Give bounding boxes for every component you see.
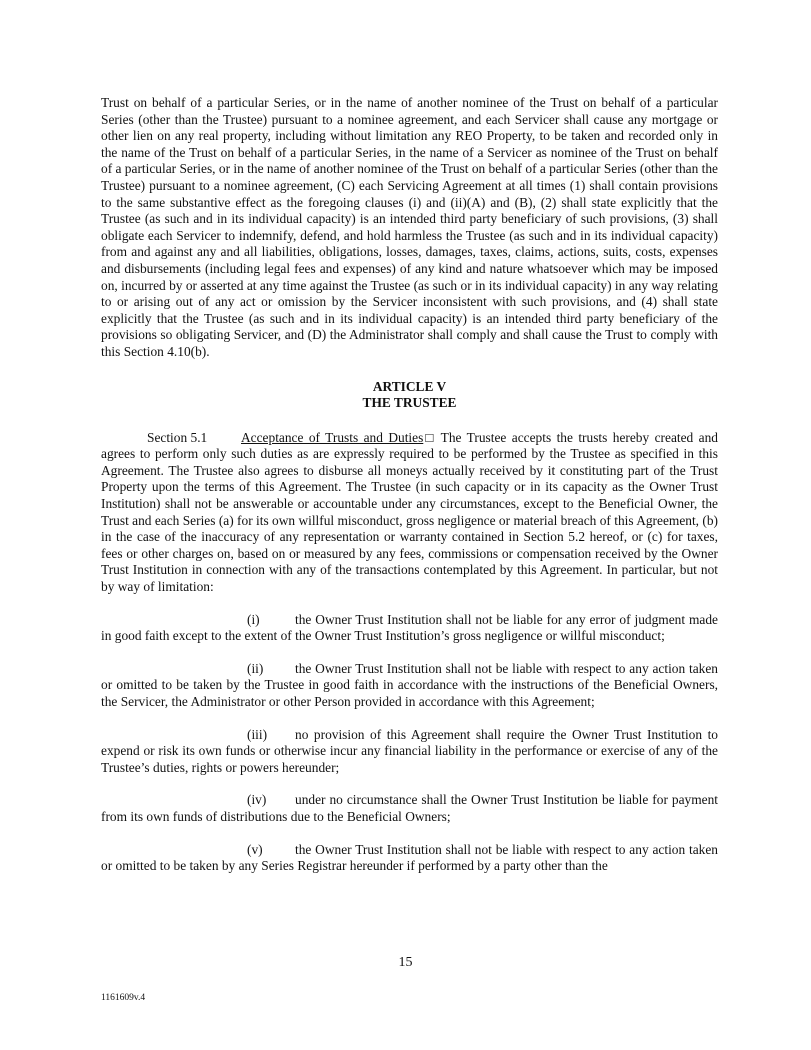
subclause-text: no provision of this Agreement shall require the Owner Trust Institution to expend or risk its own funds or otherwise incur any financial liability in the performance or exercise of any of the Trustee’s duties, rights or powers hereunder;: [101, 726, 718, 775]
document-page: [101, 95, 718, 891]
subclause-i: [101, 612, 718, 645]
subclause-text: the Owner Trust Institution shall not be liable for any error of judgment made in good faith except to the extent of the Owner Trust Institution’s gross negligence or willful misconduct;: [101, 611, 718, 644]
subclause-text: under no circumstance shall the Owner Trust Institution be liable for payment from its own funds of distributions due to the Beneficial Owners;: [101, 792, 718, 824]
article-number: ARTICLE V: [372, 378, 447, 394]
subclause-label: (iv): [247, 792, 267, 808]
section-title: Acceptance of Trusts and Duties: [241, 429, 424, 445]
subclause-text: the Owner Trust Institution shall not be liable with respect to any action taken or omitted to be taken by any Series Registrar hereunder if performed by a party other than the: [101, 841, 718, 874]
subclause-label: (v): [247, 841, 263, 857]
article-heading: [101, 379, 718, 412]
article-title: THE TRUSTEE: [362, 395, 457, 411]
section-number: Section 5.1: [147, 429, 208, 445]
subclause-iv: [101, 792, 718, 825]
document-id: 1161609v.4: [101, 993, 146, 1003]
subclause-ii: [101, 661, 718, 711]
continuation-paragraph: Trust on behalf of a particular Series, or in the name of another nominee of the Trust on behalf of a particular Series (other than the Trustee) pursuant to a nominee agreement, and each Servicer shall cause any mortgage or other lien on any real property, including without limitation any REO Property, to be taken and recorded only in the name of the Trust on behalf of a particular Series, in the name of a Servicer as nominee of the Trust on behalf of a particular Series, or in the name of another nominee of the Trust on behalf of a particular Series (other than the Trustee) pursuant to a nominee agreement, (C) each Servicing Agreement at all times (1) shall contain provisions to the same substantive effect as the foregoing clauses (i) and (ii)(A) and (B), (2) shall state explicitly that the Trustee (as such and in its individual capacity) is an intended third party beneficiary of such provisions, (3) shall obligate each Servicer to indemnify, defend, and hold harmless the Trustee (as such and in its individual capacity) from and against any and all liabilities, obligations, losses, damages, taxes, claims, actions, suits, costs, expenses and disbursements (including legal fees and expenses) of any kind and nature whatsoever which may be imposed on, incurred by or asserted at any time against the Trustee (as such or in its individual capacity) in any way relating to or arising out of any act or omission by the Servicer inconsistent with such provisions, and (4) shall state explicitly that the Trustee (as such and in its individual capacity) is an intended third party beneficiary of the provisions so obligating Servicer, and (D) the Administrator shall comply and shall cause the Trust to comply with this Section 4.10(b).: [101, 95, 718, 359]
subclause-label: (iii): [247, 726, 268, 742]
subclause-v: [101, 842, 718, 875]
subclause-label: (i): [247, 611, 260, 627]
section-body: The Trustee accepts the trusts hereby created and agrees to perform only such duties as are expressly required to be performed by the Trustee as specified in this Agreement. The Trustee also agrees to disburse all moneys actually received by it constituting part of the Trust Property upon the terms of this Agreement. The Trustee (in such capacity or in its capacity as the Owner Trust Institution) shall not be answerable or accountable under any circumstances, except to the Beneficial Owner, the Trust and each Series (a) for its own willful misconduct, gross negligence or material breach of this Agreement, (b) in the case of the inaccuracy of any representation or warranty contained in Section 5.2 hereof, or (c) for taxes, fees or other charges on, based on or measured by any fees, commissions or compensation received by the Owner Trust Institution in connection with any of the transactions contemplated by this Agreement. In particular, but not by way of limitation:: [101, 429, 718, 595]
subclause-label: (ii): [247, 660, 264, 676]
section-5-1-paragraph: [101, 430, 718, 596]
section-title-glyph: □: [423, 429, 436, 445]
page-number: 15: [398, 955, 413, 970]
subclause-text: the Owner Trust Institution shall not be liable with respect to any action taken or omitted to be taken by the Trustee in good faith in accordance with the instructions of the Beneficial Owners, the Servicer, the Administrator or other Person provided in accordance with this Agreement;: [101, 660, 718, 709]
subclause-iii: [101, 727, 718, 777]
